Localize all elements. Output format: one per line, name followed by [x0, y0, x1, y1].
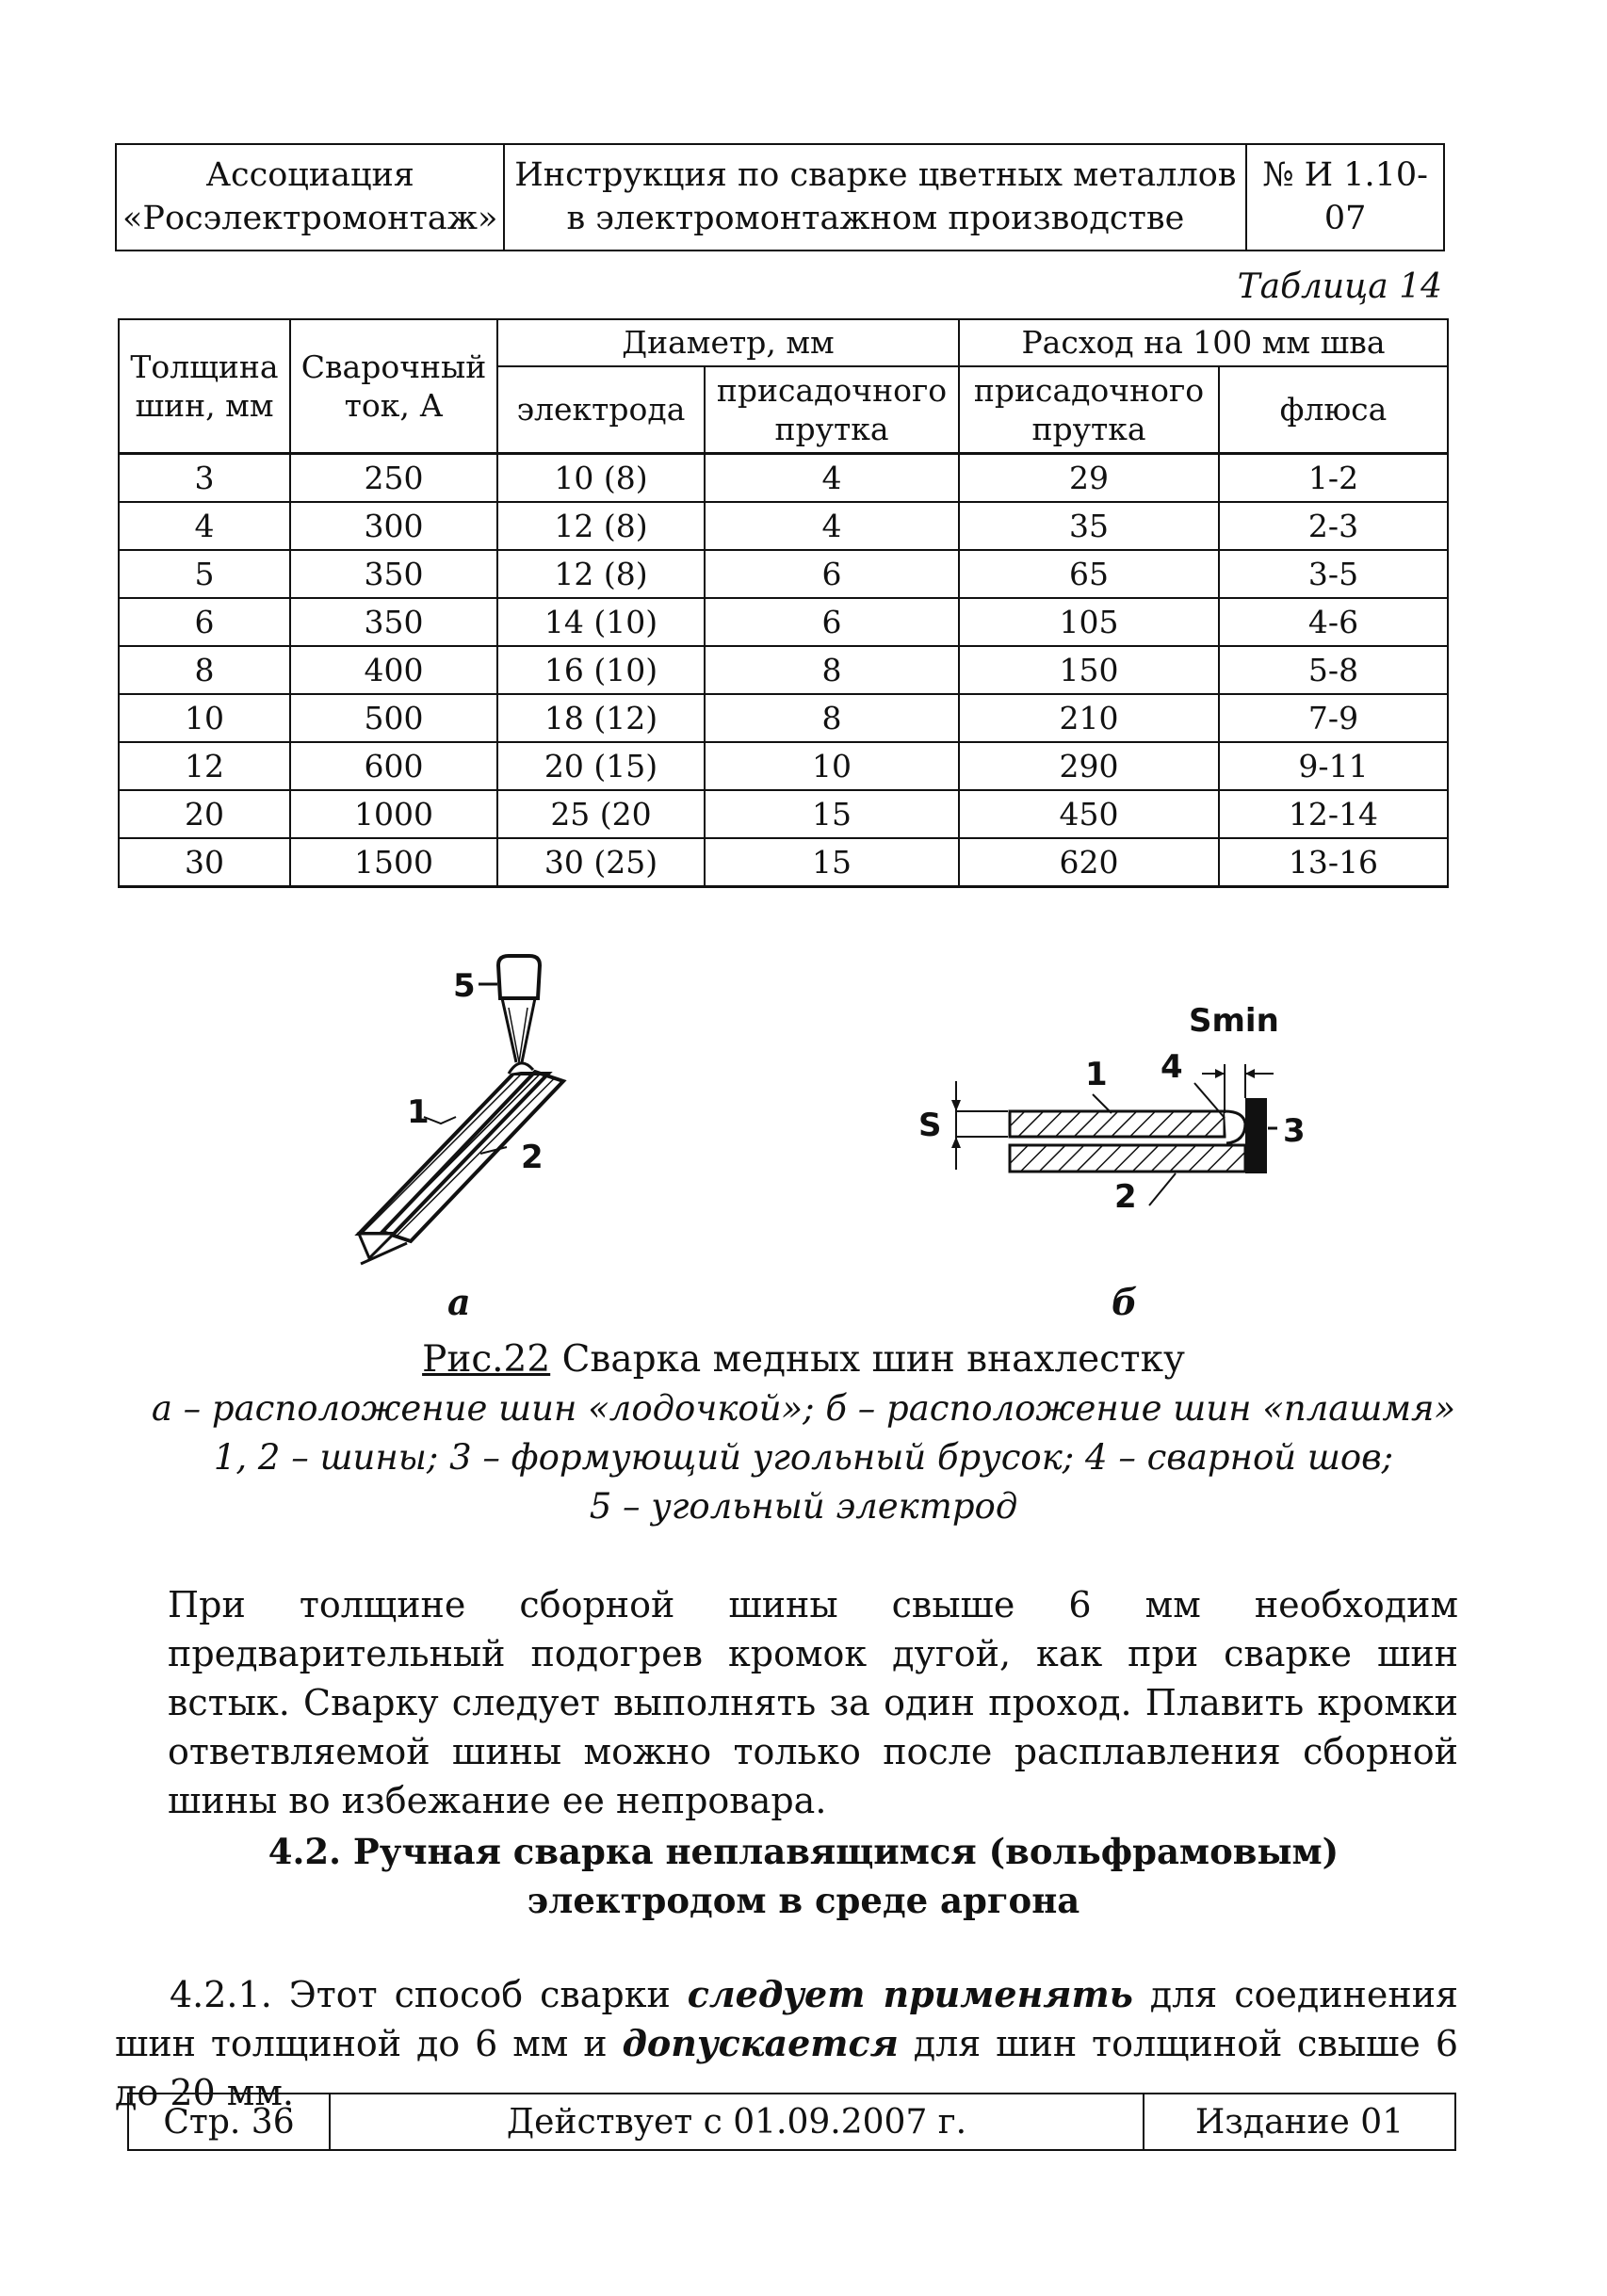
table-row: [119, 694, 1448, 742]
cell-flux: 13-16: [1219, 838, 1448, 887]
cell-current: 1500: [290, 838, 497, 887]
cell-rod-diameter: 6: [705, 550, 959, 598]
caption-legend-2: 1, 2 – шины; 3 – формующий угольный брусок; 4 – сварной шов;: [213, 1437, 1394, 1478]
table-row: [119, 646, 1448, 694]
caption-title: [0, 1335, 1607, 1384]
callout-b-2: 2: [1114, 1178, 1137, 1216]
callout-a-2: 2: [521, 1139, 544, 1176]
cell-rod-consumption: 29: [959, 454, 1219, 503]
carbon-block: [1245, 1098, 1267, 1173]
header-doc-number: № И 1.10-07: [1246, 144, 1444, 251]
cell-thickness: 6: [119, 598, 290, 646]
cell-rod-consumption: 450: [959, 790, 1219, 838]
callout-b-4: 4: [1161, 1048, 1183, 1086]
cell-electrode: 14 (10): [497, 598, 705, 646]
cell-current: 350: [290, 598, 497, 646]
cell-rod-consumption: 65: [959, 550, 1219, 598]
cell-flux: 3-5: [1219, 550, 1448, 598]
sub-electrode: электрода: [497, 366, 705, 454]
caption-legend-3: 5 – угольный электрод: [589, 1486, 1018, 1527]
table-row: [119, 502, 1448, 550]
sub-rod-consumption: присадочного прутка: [959, 366, 1219, 454]
cell-current: 300: [290, 502, 497, 550]
cell-rod-diameter: 4: [705, 454, 959, 503]
footer-effective-date: Действует с 01.09.2007 г.: [330, 2094, 1144, 2150]
cell-thickness: 8: [119, 646, 290, 694]
sub-flux: флюса: [1219, 366, 1448, 454]
table-row: [119, 838, 1448, 887]
table-row: [119, 454, 1448, 503]
bus-bar-2-flat: [1010, 1145, 1245, 1172]
cell-rod-diameter: 6: [705, 598, 959, 646]
callout-a-1: 1: [407, 1093, 430, 1131]
p2-part-2: для соединения шин толщиной до 6 мм и: [115, 1974, 1459, 2064]
cell-rod-diameter: 8: [705, 646, 959, 694]
cell-rod-consumption: 35: [959, 502, 1219, 550]
cell-rod-diameter: 8: [705, 694, 959, 742]
callout-b-1: 1: [1085, 1056, 1108, 1093]
table-caption: Таблица 14: [1237, 267, 1442, 306]
table-row: [119, 742, 1448, 790]
bus-bar-1-flat: [1010, 1111, 1225, 1137]
cell-thickness: 30: [119, 838, 290, 887]
title-line-1: Инструкция по сварке цветных металлов: [514, 156, 1237, 194]
p2-part-1: 4.2.1. Этот способ сварки: [170, 1974, 688, 2015]
cell-thickness: 3: [119, 454, 290, 503]
cell-rod-diameter: 15: [705, 838, 959, 887]
cell-flux: 7-9: [1219, 694, 1448, 742]
cell-current: 400: [290, 646, 497, 694]
callout-b-s: S: [918, 1107, 942, 1144]
table-row: [119, 550, 1448, 598]
cell-electrode: 10 (8): [497, 454, 705, 503]
section-heading-line-2: электродом в среде аргона: [527, 1880, 1080, 1921]
header-title: [504, 144, 1246, 251]
cell-flux: 12-14: [1219, 790, 1448, 838]
cell-thickness: 10: [119, 694, 290, 742]
figure-22: [0, 923, 1607, 1337]
cell-rod-consumption: 290: [959, 742, 1219, 790]
figure-drawing: [0, 923, 1607, 1337]
body-paragraph-1: При толщине сборной шины свыше 6 мм необходим предварительный подогрев кромок дугой, как при сварке шин встык. Сварку следует выполнять за один проход. Плавить кромки ответвляемой шины можно только после расплавления сборной шины во избежание ее непровара.: [168, 1584, 1458, 1821]
figure-ref: Рис.22: [422, 1338, 551, 1381]
cell-electrode: 18 (12): [497, 694, 705, 742]
cell-thickness: 12: [119, 742, 290, 790]
cell-rod-diameter: 10: [705, 742, 959, 790]
cell-flux: 2-3: [1219, 502, 1448, 550]
callout-b-smin: Smin: [1189, 1002, 1279, 1040]
col-thickness: Толщина шин, мм: [119, 319, 290, 454]
cell-rod-consumption: 105: [959, 598, 1219, 646]
cell-current: 1000: [290, 790, 497, 838]
cell-current: 350: [290, 550, 497, 598]
figure-label-b: б: [1112, 1281, 1138, 1323]
cell-rod-consumption: 150: [959, 646, 1219, 694]
org-line-2: «Росэлектромонтаж»: [122, 199, 498, 237]
cell-rod-consumption: 210: [959, 694, 1219, 742]
cell-thickness: 20: [119, 790, 290, 838]
header-table: [115, 143, 1445, 251]
callout-a-5: 5: [453, 967, 476, 1005]
callout-b-3: 3: [1283, 1112, 1306, 1150]
cell-flux: 5-8: [1219, 646, 1448, 694]
footer-table: [127, 2093, 1456, 2151]
sub-rod-diameter: присадочного прутка: [705, 366, 959, 454]
cell-electrode: 30 (25): [497, 838, 705, 887]
p2-emphasis-1: следует применять: [687, 1973, 1133, 2015]
section-heading-line-1: 4.2. Ручная сварка неплавящимся (вольфрамовым): [268, 1831, 1339, 1872]
table-body: [119, 454, 1448, 887]
group-diameter: Диаметр, мм: [497, 319, 959, 366]
group-consumption: Расход на 100 мм шва: [959, 319, 1448, 366]
cell-rod-diameter: 4: [705, 502, 959, 550]
title-line-2: в электромонтажном производстве: [566, 199, 1185, 237]
figure-label-a: а: [447, 1281, 471, 1323]
cell-electrode: 16 (10): [497, 646, 705, 694]
org-line-1: Ассоциация: [205, 156, 414, 194]
cell-electrode: 20 (15): [497, 742, 705, 790]
table-row: [119, 790, 1448, 838]
cell-thickness: 5: [119, 550, 290, 598]
cell-flux: 9-11: [1219, 742, 1448, 790]
caption-legend-1: а – расположение шин «лодочкой»; б – расположение шин «плашмя»: [151, 1388, 1456, 1429]
section-heading: [0, 1827, 1607, 1925]
cell-current: 600: [290, 742, 497, 790]
cell-rod-diameter: 15: [705, 790, 959, 838]
p2-emphasis-2: допускается: [622, 2022, 899, 2064]
carbon-electrode-icon: [498, 956, 540, 998]
footer-page: Стр. 36: [128, 2094, 330, 2150]
cell-electrode: 12 (8): [497, 550, 705, 598]
table-row: [119, 598, 1448, 646]
header-organization: [116, 144, 504, 251]
caption-text: Сварка медных шин внахлестку: [550, 1338, 1185, 1381]
welding-table: [118, 318, 1449, 888]
cell-flux: 1-2: [1219, 454, 1448, 503]
cell-current: 250: [290, 454, 497, 503]
cell-electrode: 25 (20: [497, 790, 705, 838]
weld-seam: [1225, 1111, 1245, 1143]
cell-thickness: 4: [119, 502, 290, 550]
p2-part-3: для шин толщиной свыше 6 до 20 мм.: [115, 2023, 1458, 2113]
cell-rod-consumption: 620: [959, 838, 1219, 887]
cell-flux: 4-6: [1219, 598, 1448, 646]
col-current: Сварочный ток, А: [290, 319, 497, 454]
footer-edition: Издание 01: [1144, 2094, 1455, 2150]
cell-current: 500: [290, 694, 497, 742]
figure-caption: [0, 1335, 1607, 1531]
cell-electrode: 12 (8): [497, 502, 705, 550]
